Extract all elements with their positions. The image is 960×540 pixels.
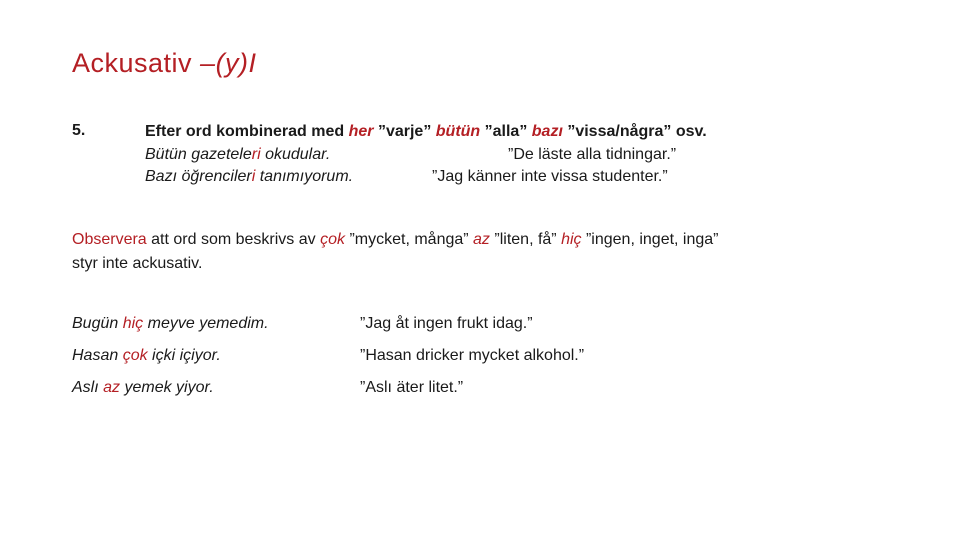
keyword-az: az <box>473 231 490 248</box>
example-1-rest: okudular. <box>260 146 331 163</box>
example-row-2 <box>72 346 221 366</box>
example-row-3-translation: ”Aslı äter litet.” <box>360 379 464 396</box>
example-row-2-pre: Hasan <box>72 347 123 364</box>
keyword-cok: çok <box>320 231 345 248</box>
observation-paragraph <box>72 228 892 276</box>
observe-word: Observera <box>72 231 147 248</box>
rule-example-2 <box>145 167 353 187</box>
observe-text-2: ”mycket, många” <box>345 231 474 248</box>
rule-text-2: ”varje” <box>373 123 436 140</box>
example-row-1 <box>72 314 269 334</box>
example-row-2-post: içki içiyor. <box>147 347 221 364</box>
rule-number: 5. <box>72 122 86 139</box>
page-title <box>72 48 257 79</box>
rule-text-3: ”alla” <box>480 123 532 140</box>
rule-example-1 <box>145 145 330 165</box>
example-1-suffix: ri <box>251 146 261 163</box>
observe-text-3: ”liten, få” <box>489 231 562 248</box>
rule-example-2-translation: ”Jag känner inte vissa studenter.” <box>432 168 668 185</box>
example-row-2-translation: ”Hasan dricker mycket alkohol.” <box>360 347 585 364</box>
example-row-3-post: yemek yiyor. <box>120 379 214 396</box>
example-row-1-keyword: hiç <box>122 315 144 332</box>
example-row-1-translation: ”Jag åt ingen frukt idag.” <box>360 315 533 332</box>
example-2-stem: Bazı öğrenciler <box>145 168 252 185</box>
rule-statement <box>145 122 707 142</box>
observe-text-5: styr inte ackusativ. <box>72 255 203 272</box>
example-row-3-pre: Aslı <box>72 379 104 396</box>
keyword-hic: hiç <box>561 231 582 248</box>
title-main: Ackusativ <box>72 48 201 78</box>
rule-text-4: ”vissa/några” osv. <box>562 123 707 140</box>
example-2-suffix: i <box>251 168 256 185</box>
keyword-her: her <box>348 123 374 140</box>
rule-text-1: Efter ord kombinerad med <box>145 123 349 140</box>
title-suffix: –(y)I <box>200 48 257 78</box>
observe-text-4: ”ingen, inget, inga” <box>581 231 719 248</box>
example-row-2-keyword: çok <box>122 347 148 364</box>
example-row-1-pre: Bugün <box>72 315 123 332</box>
observe-text-1: att ord som beskrivs av <box>146 231 321 248</box>
rule-example-1-translation: ”De läste alla tidningar.” <box>508 146 677 163</box>
example-2-rest: tanımıyorum. <box>255 168 354 185</box>
keyword-bazi: bazı <box>531 123 563 140</box>
keyword-butun: bütün <box>435 123 481 140</box>
example-1-stem: Bütün gazetele <box>145 146 252 163</box>
example-row-3 <box>72 378 214 398</box>
example-row-3-keyword: az <box>103 379 121 396</box>
example-row-1-post: meyve yemedim. <box>143 315 269 332</box>
